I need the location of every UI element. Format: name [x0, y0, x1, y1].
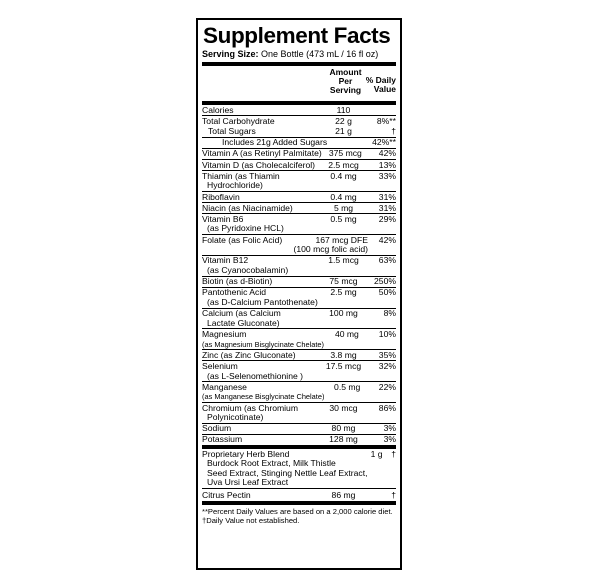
nutrient-amount: 80 mg [331, 423, 356, 434]
folic-acid-note: (100 mcg folic acid) [293, 244, 368, 255]
nutrient-daily-value: 86% [378, 402, 396, 413]
nutrient-source: Lactate Gluconate) [207, 317, 280, 328]
blend-row [202, 449, 396, 489]
nutrient-source: Polynicotinate) [207, 412, 264, 423]
nutrient-amount: 1.5 mcg [328, 255, 359, 266]
nutrient-amount: 375 mcg [328, 148, 362, 159]
nutrient-daily-value [368, 106, 396, 116]
blend-ingredient-line: Uva Ursi Leaf Extract [207, 477, 289, 488]
nutrient-daily-value: 29% [378, 213, 396, 224]
nutrient-daily-value: 8% [383, 308, 396, 319]
pectin-row [202, 489, 396, 505]
blend-ingredient-line: Burdock Root Extract, Milk Thistle [207, 458, 336, 469]
nutrient-name: Thiamin (as Thiamin [202, 170, 280, 181]
footnote-percent-dv: **Percent Daily Values are based on a 2,000 calorie diet. [202, 506, 393, 516]
nutrient-name: Chromium (as Chromium [202, 402, 298, 413]
nutrient-source: (as Pyridoxine HCL) [207, 223, 284, 234]
serving-size [202, 49, 396, 66]
nutrient-amount: 0.4 mg [330, 170, 357, 181]
nutrient-row [202, 235, 396, 256]
nutrient-name: Vitamin D (as Cholecalciferol) [202, 159, 316, 170]
nutrient-rows [202, 105, 396, 449]
panel-title: Supplement Facts [203, 23, 391, 48]
nutrient-row [202, 309, 396, 330]
pectin-amount: 86 mg [331, 490, 356, 501]
amount-per-serving-header: Amount Per Serving [329, 67, 362, 95]
nutrient-row [202, 382, 396, 403]
nutrient-row [202, 105, 396, 116]
nutrient-daily-value: 35% [378, 349, 396, 360]
nutrient-amount: 100 mg [329, 308, 358, 319]
nutrient-daily-value: 22% [378, 381, 396, 392]
daily-value-header: % Daily Value [365, 75, 396, 94]
nutrient-amount [327, 138, 371, 148]
nutrient-name: Zinc (as Zinc Gluconate) [202, 349, 296, 360]
nutrient-name: Total Carbohydrate [202, 115, 275, 126]
footnotes [202, 505, 396, 526]
nutrient-row [202, 116, 396, 126]
nutrient-name: Selenium [202, 360, 238, 371]
nutrient-amount: 128 mg [329, 434, 358, 445]
nutrient-name: Niacin (as Niacinamide) [202, 202, 293, 213]
nutrient-daily-value: 8%** [376, 115, 396, 126]
nutrient-daily-value: 32% [378, 360, 396, 371]
nutrient-name: Vitamin B12 [202, 255, 249, 266]
pectin-daily-value: † [391, 490, 396, 501]
nutrient-amount: 30 mcg [329, 402, 358, 413]
nutrient-amount: 0.5 mg [334, 381, 361, 392]
nutrient-daily-value: 250% [374, 276, 396, 287]
nutrient-source: Hydrochloride) [207, 180, 263, 191]
nutrient-daily-value: 10% [378, 328, 396, 339]
nutrient-name: Sodium [202, 423, 232, 434]
blend-name: Proprietary Herb Blend [202, 448, 290, 459]
nutrient-row [202, 350, 396, 361]
nutrient-name: Total Sugars [208, 125, 256, 136]
nutrient-name: Calcium (as Calcium [202, 308, 281, 319]
nutrient-source: (as Cyanocobalamin) [207, 265, 289, 276]
nutrient-amount: 2.5 mg [330, 287, 357, 298]
nutrient-row [202, 160, 396, 171]
nutrient-daily-value: 42% [378, 148, 396, 159]
nutrient-row [202, 149, 396, 160]
nutrient-daily-value: 13% [378, 159, 396, 170]
nutrient-row [202, 171, 396, 192]
nutrient-source: (as Magnesium Bisglycinate Chelate) [202, 339, 324, 349]
nutrient-name: Biotin (as d-Biotin) [202, 276, 273, 287]
nutrient-row [202, 435, 396, 449]
nutrient-row [202, 138, 396, 149]
serving-size-label: Serving Size: [202, 49, 259, 59]
nutrient-daily-value: 63% [378, 255, 396, 266]
blend-ingredient-line: Seed Extract, Stinging Nettle Leaf Extract, [207, 467, 368, 478]
nutrient-name: Vitamin A (as Retinyl Palmitate) [202, 148, 322, 159]
nutrient-name: Potassium [202, 434, 243, 445]
nutrient-name: Includes 21g Added Sugars [222, 137, 328, 148]
nutrient-row [202, 192, 396, 203]
nutrient-row [202, 277, 396, 288]
nutrient-name: Vitamin B6 [202, 213, 244, 224]
nutrient-source: (as L-Selenomethionine ) [207, 370, 304, 381]
blend-amount: 1 g [370, 448, 383, 459]
nutrient-daily-value: 31% [378, 202, 396, 213]
nutrient-daily-value: 42%** [372, 137, 396, 148]
nutrient-row [202, 256, 396, 277]
nutrient-amount: 0.4 mg [330, 191, 357, 202]
blend-daily-value: † [391, 448, 396, 459]
nutrient-amount: 21 g [335, 125, 352, 136]
nutrient-amount: 22 g [335, 115, 352, 126]
nutrient-name: Calories [202, 104, 234, 115]
nutrient-daily-value: 3% [383, 423, 396, 434]
nutrient-name: Folate (as Folic Acid) [202, 234, 283, 245]
nutrient-amount: 167 mcg DFE [315, 234, 368, 245]
nutrient-name: Magnesium [202, 328, 247, 339]
pectin-name: Citrus Pectin [202, 490, 251, 501]
nutrient-amount: 110 [336, 104, 351, 115]
nutrient-row [202, 126, 396, 137]
column-header [202, 66, 396, 105]
nutrient-amount: 0.5 mg [330, 213, 357, 224]
nutrient-daily-value: 33% [378, 170, 396, 181]
nutrient-name: Manganese [202, 381, 247, 392]
nutrient-row [202, 361, 396, 382]
nutrient-source: (as Manganese Bisglycinate Chelate) [202, 392, 325, 402]
nutrient-row [202, 214, 396, 235]
nutrient-amount: 17.5 mcg [325, 360, 362, 371]
nutrient-row [202, 424, 396, 435]
nutrient-row [202, 288, 396, 309]
nutrient-daily-value: 3% [383, 434, 396, 445]
nutrient-amount: 40 mg [334, 328, 359, 339]
nutrient-source: (as D-Calcium Pantothenate) [207, 297, 318, 307]
nutrient-row [202, 203, 396, 214]
nutrient-name: Riboflavin [202, 191, 240, 202]
nutrient-amount: 2.5 mcg [328, 159, 359, 170]
nutrient-row [202, 403, 396, 424]
serving-size-value: One Bottle (473 mL / 16 fl oz) [261, 49, 379, 59]
nutrient-amount: 3.8 mg [330, 349, 357, 360]
nutrient-daily-value: 42% [378, 234, 396, 245]
nutrient-name: Pantothenic Acid [202, 287, 267, 298]
nutrient-daily-value: 31% [378, 191, 396, 202]
nutrient-daily-value: † [391, 125, 396, 136]
supplement-facts-panel [196, 18, 402, 570]
footnote-dv-not-established: †Daily Value not established. [202, 516, 300, 526]
nutrient-daily-value: 50% [378, 287, 396, 298]
nutrient-amount: 5 mg [333, 202, 354, 213]
nutrient-amount: 75 mcg [329, 276, 358, 287]
nutrient-row [202, 329, 396, 350]
